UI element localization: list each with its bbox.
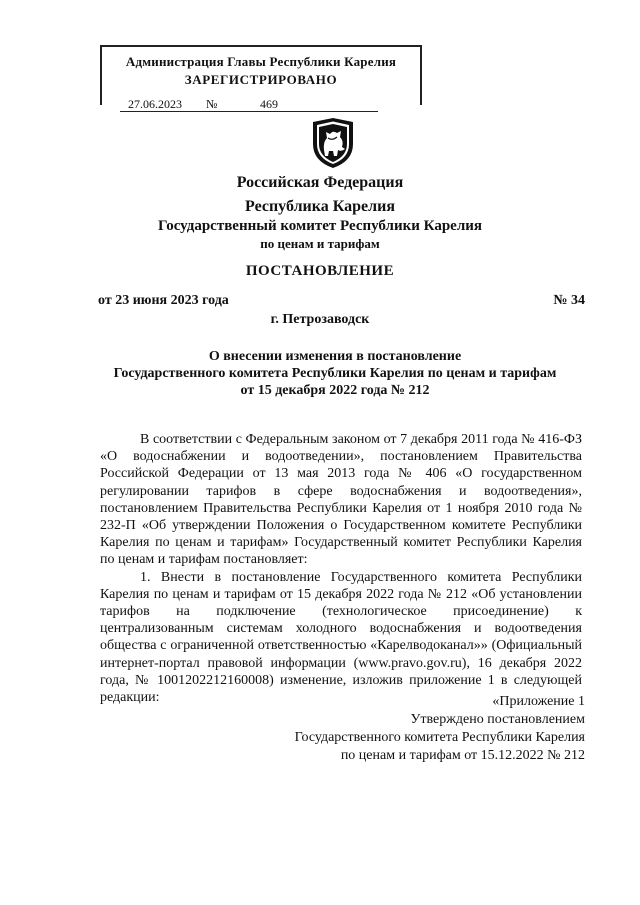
document-title: [80, 348, 590, 399]
appendix-line-2: Утверждено постановлением: [410, 712, 585, 727]
stamp-number-label: №: [206, 97, 218, 111]
document-date: от 23 июня 2023 года: [98, 293, 229, 308]
stamp-underline: [120, 111, 378, 112]
title-line-1: О внесении изменения в постановление: [208, 349, 462, 364]
appendix-header: [295, 693, 585, 765]
registration-stamp: [100, 45, 422, 111]
country-heading: Российская Федерация: [236, 174, 404, 191]
republic-heading: Республика Карелия: [245, 198, 395, 215]
stamp-registered: ЗАРЕГИСТРИРОВАНО: [184, 72, 338, 87]
appendix-line-4: по ценам и тарифам от 15.12.2022 № 212: [340, 748, 585, 763]
title-line-2: Государственного комитета Республики Карелия по ценам и тарифам: [113, 366, 557, 381]
stamp-date: 27.06.2023: [128, 97, 182, 111]
stamp-authority: Администрация Главы Республики Карелия: [125, 54, 397, 69]
body-paragraph-preamble: В соответствии с Федеральным законом от 7 декабря 2011 года № 416-ФЗ «О водоснабжении и водоотведении», постановлением Правительства Российской Федерации от 13 мая 2013 года № 406 «О государственном регулировании тарифов в сфере водоснабжения и водоотведения», постановлением Правительства Республики Карелия от 1 ноября 2010 года № 232-П «Об утверждении Положения о Государственном комитете Республики Карелия по ценам и тарифам» Государственный комитет Республики Карелия по ценам и тарифам постановляет:: [100, 432, 582, 568]
committee-heading: Государственный комитет Республики Карелия: [158, 218, 482, 234]
karelia-coat-of-arms-bear-icon: [310, 116, 356, 170]
stamp-number: 469: [260, 97, 278, 111]
document-number: № 34: [553, 293, 585, 308]
body-paragraph-item-1: 1. Внести в постановление Государственного комитета Республики Карелия по ценам и тарифам от 15 декабря 2022 года № 212 «Об установлении тарифов на подключение (технологическое присоединение) к централизованным системам холодного водоснабжения и водоотведения общества с ограниченной ответственностью «Карелводоканал»» (Официальный интернет-портал правовой информации (www.pravo.gov.ru), 16 декабря 2022 года, № 1001202212160008) изменение, изложив приложение 1 в следующей редакции:: [100, 569, 582, 706]
document-city: г. Петрозаводск: [270, 312, 370, 327]
document-type: ПОСТАНОВЛЕНИЕ: [245, 263, 395, 279]
appendix-line-1: «Приложение 1: [492, 694, 585, 709]
committee-subheading: по ценам и тарифам: [260, 236, 380, 251]
title-line-3: от 15 декабря 2022 года № 212: [240, 383, 430, 398]
appendix-line-3: Государственного комитета Республики Карелия: [294, 730, 585, 745]
document-body: [100, 431, 582, 706]
